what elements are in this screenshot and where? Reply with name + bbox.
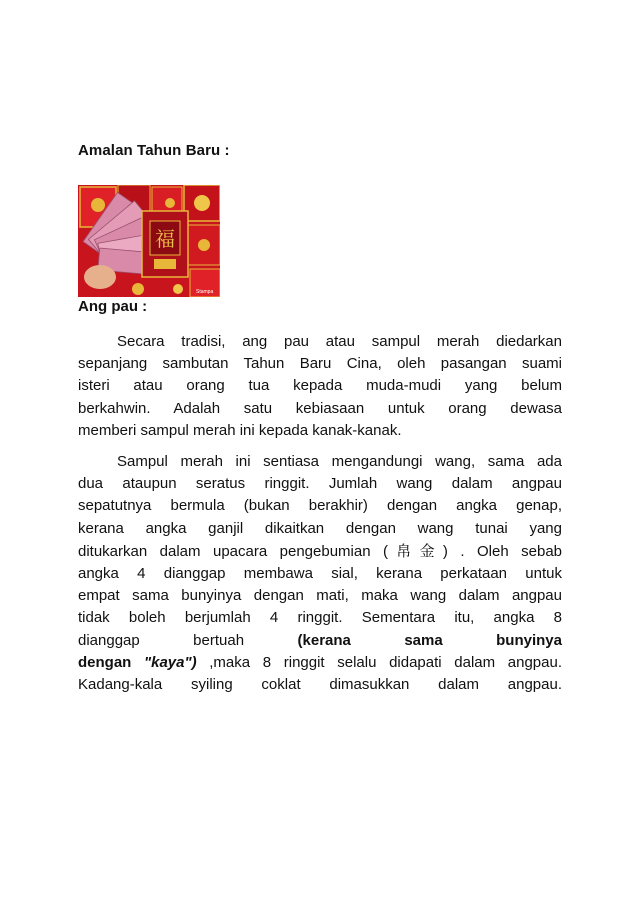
ang-pau-photo [78, 185, 220, 297]
paragraph-1 [78, 331, 562, 442]
paragraph-line [78, 540, 562, 563]
paragraph-line: memberi sampul merah ini kepada kanak-kanak. [78, 421, 402, 439]
paragraph-line: kerana angka ganjil dikaitkan dengan wang tunai yang [78, 519, 562, 537]
bold-italic-phrase: "kaya") [144, 653, 197, 671]
paragraph-line: Sampul merah ini sentiasa mengandungi wang, sama ada [117, 453, 562, 470]
line-text: ,maka 8 ringgit selalu didapati dalam angpau. [209, 653, 562, 671]
line-text: dianggap bertuah [78, 631, 245, 649]
paragraph-line: Secara tradisi, ang pau atau sampul merah diedarkan [117, 333, 562, 350]
paragraph-line [78, 630, 562, 652]
paragraph-line: isteri atau orang tua kepada muda-mudi yang belum [78, 377, 562, 395]
chinese-term: 帛金 [388, 541, 443, 560]
paragraph-line: dua ataupun seratus ringgit. Jumlah wang dalam angpau [78, 475, 562, 493]
paragraph-line: Kadang-kala syiling coklat dimasukkan dalam angpau. [78, 676, 562, 694]
section-heading: Ang pau : [78, 298, 148, 315]
bold-phrase: dengan [78, 653, 132, 671]
fu-character: 福 [155, 227, 175, 251]
image-caption: Stampa [196, 289, 214, 295]
page-title: Amalan Tahun Baru : [78, 142, 230, 159]
line-text: ditukarkan dalam upacara pengebumian ( [78, 542, 389, 560]
line-text: ) . Oleh sebab [442, 542, 563, 560]
paragraph-line: berkahwin. Adalah satu kebiasaan untuk orang dewasa [78, 399, 562, 417]
paragraph-line: angka 4 dianggap membawa sial, kerana perkataan untuk [78, 565, 562, 583]
bold-phrase: (kerana sama bunyinya [297, 631, 562, 649]
ang-pau-illustration [78, 185, 220, 297]
paragraph-line: empat sama bunyinya dengan mati, maka wang dalam angpau [78, 587, 562, 605]
paragraph-line: sepanjang sambutan Tahun Baru Cina, oleh pasangan suami [78, 355, 562, 373]
paragraph-2 [78, 451, 562, 696]
paragraph-line: sepatutnya bermula (bukan berakhir) dengan angka genap, [78, 497, 562, 515]
paragraph-line: tidak boleh berjumlah 4 ringgit. Sementara itu, angka 8 [78, 609, 562, 627]
paragraph-line [78, 652, 562, 674]
